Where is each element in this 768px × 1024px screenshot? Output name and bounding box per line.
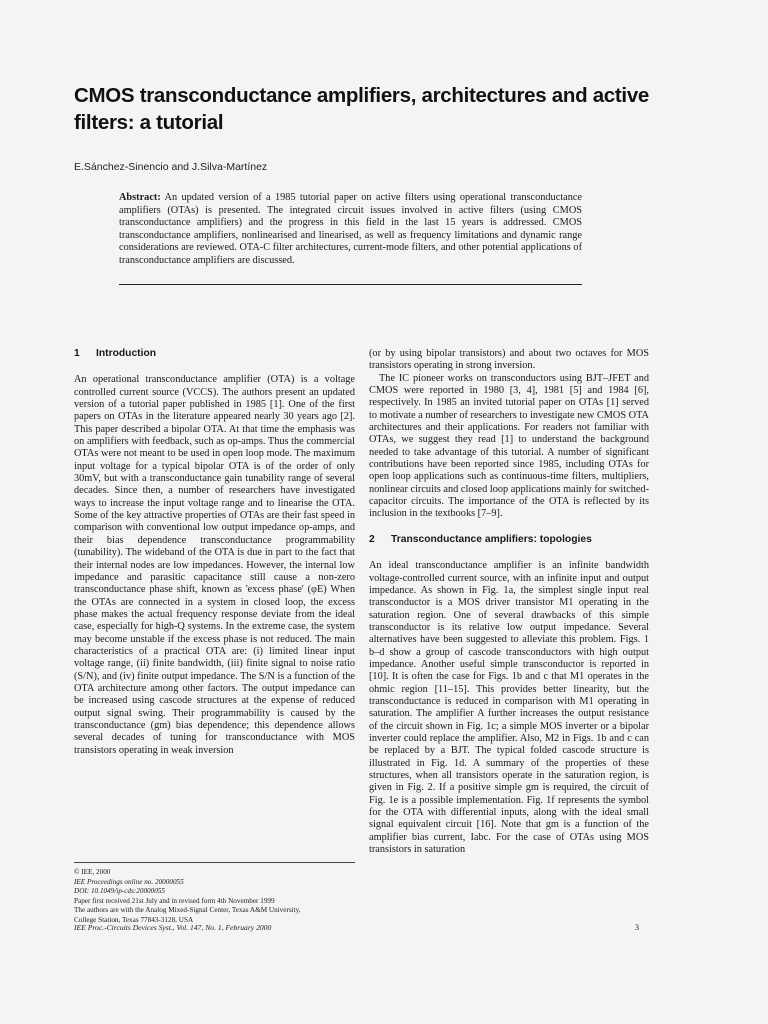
page-number: 3 [635, 923, 639, 932]
footnotes [74, 868, 364, 926]
footnote-doi: DOI: 10.1049/ip-cds:20000055 [74, 887, 166, 896]
footnote-copyright: © IEE, 2000 [74, 868, 111, 876]
footnote-affiliation-2: College Station, Texas 77843-3128, USA [74, 915, 194, 924]
intro-paragraph-2: (or by using bipolar transistors) and about two octaves for MOS transistors operating in strong inversion. [369, 348, 649, 372]
intro-paragraph-3: The IC pioneer works on transconductors using BJT–JFET and CMOS were reported in 1980 [3, 4], 1981 [5] and 1984 [6], respectively. In 1985 an invited tutorial paper on OTAs [1] served to motivate a number of researchers to investigate new CMOS OTA architectures and their applications. For readers not familiar with OTAs, we suggest they read [1] to understand the background needed to take advantage of this tutorial. A number of significant contributions have been reported since 1985, including OTAs for open loop applications such as continuous-time filters, multipliers, nonlinear circuits and closed loop applications mainly for switched-capacitor circuits. The importance of the OTA is reflected by its inclusion in the textbooks [7–9]. [369, 372, 649, 520]
right-column [369, 348, 649, 856]
footnote-divider [74, 862, 355, 863]
footnote-proceedings: IEE Proceedings online no. 20000055 [74, 877, 184, 886]
footnote-received: Paper first received 21st July and in revised form 4th November 1999 [74, 896, 275, 905]
section-heading-introduction [74, 348, 355, 360]
abstract [119, 192, 582, 268]
footer-journal-citation: IEE Proc.-Circuits Devices Syst., Vol. 147, No. 1, February 2000 [74, 923, 272, 932]
abstract-text: An updated version of a 1985 tutorial paper on active filters using operational transconductance amplifiers (OTAs) is presented. The integrated circuit issues involved in active filters (using CMOS transconductance amplifiers) and the progress in this field in the last 15 years is addressed. CMOS transconductance amplifiers, nonlinearised and linearised, as well as frequency limitations and dynamic range considerations are reviewed. OTA-C filter architectures, current-mode filters, and other potential applications of transconductance amplifiers are discussed. [119, 192, 582, 266]
paper-title: CMOS transconductance amplifiers, architectures and active filters: a tutorial [74, 84, 650, 134]
section-number: 2 [369, 533, 375, 545]
authors: E.Sánchez-Sinencio and J.Silva-Martínez [74, 161, 268, 173]
topologies-paragraph-1: An ideal transconductance amplifier is an infinite bandwidth voltage-controlled current source, with an infinite input and output impedance. As shown in Fig. 1a, the simplest single input real transconductor is a MOS driver transistor M1 operating in the saturation region. One of several drawbacks of this simple transconductor is its relative low output impedance. Several alternatives have been suggested to alleviate this problem. Figs. 1 b–d show a group of cascode transconductors with high output impedance. Another useful simple transconductor is reported in [10]. It is often the case for Figs. 1b and c that M1 operates in the ohmic region [11–15]. This provides better linearity, but the transconductance is reduced in comparison with M1 operating in saturation. The amplifier A further increases the output resistance of the circuit shown in Fig. 1c; a simple MOS inverter or a bipolar inverter could replace the amplifier. Also, M2 in Figs. 1b and c can be replaced by a BJT. The typical folded cascode structure is illustrated in Fig. 1d. A summary of the properties of these structures, when all transistors operate in the saturation region, is given in Fig. 2. If a positive simple gm is required, the circuit of Fig. 1e is a possible implementation. Fig. 1f represents the symbol for the OTA with differential inputs, along with the ideal small signal equivalent circuit [16]. Note that gm is a function of the amplifier bias current, Iabc. For the case of OTAs using MOS transistors in saturation [369, 560, 649, 856]
section-number: 1 [74, 348, 80, 359]
section-heading-topologies [369, 534, 649, 546]
section-title: Transconductance amplifiers: topologies [391, 533, 592, 545]
abstract-label: Abstract: [119, 192, 161, 203]
section-title: Introduction [96, 348, 157, 359]
intro-paragraph-1: An operational transconductance amplifier (OTA) is a voltage controlled current source (VCCS). The authors present an updated version of a tutorial paper published in 1985 [1]. One of the first papers on OTAs in the literature appeared nearly 30 years ago [2]. This paper described a bipolar OTA. At that time the emphasis was on amplifiers with feedback, such as op-amps. Thus the commercial OTAs were not meant to be used in open loop mode. The maximum input voltage for a typical bipolar OTA is of the order of only 30mV, but with a transconductance gain tunability range of several decades. Since then, a number of researchers have investigated ways to increase the input voltage range and to linearise the OTA. Some of the key attractive properties of OTAs are their fast speed in comparison with conventional low output impedance op-amps, and their bias dependence transconductance programmability (tunability). The wideband of the OTA is due in part to the fact that their internal nodes are low impedances. However, the internal low impedance and parasitic capacitance still cause a non-zero transconductance phase shift, known as 'excess phase' (φE) When the OTAs are connected in a system in closed loop, the excess phase makes the actual frequency response deviate from the ideal case, especially for high-Q systems. In the extreme case, the system may become unstable if the excess phase is not reduced. The main characteristics of a practical OTA are: (i) limited linear input voltage range, (ii) finite bandwidth, (iii) finite signal to noise ratio (S/N), and (iv) finite output impedance. The S/N is a function of the OTA architecture among other factors. The output impedance can be increased using cascode structures at the expense of reduced output signal swing. Their programmability is caused by the transconductance (gm) bias dependence; this dependence allows several decades of tuning for transconductance with MOS transistors operating in weak inversion [74, 374, 355, 756]
abstract-divider [119, 284, 582, 285]
footnote-affiliation-1: The authors are with the Analog Mixed-Signal Center, Texas A&M University, [74, 906, 301, 915]
left-column [74, 348, 355, 757]
